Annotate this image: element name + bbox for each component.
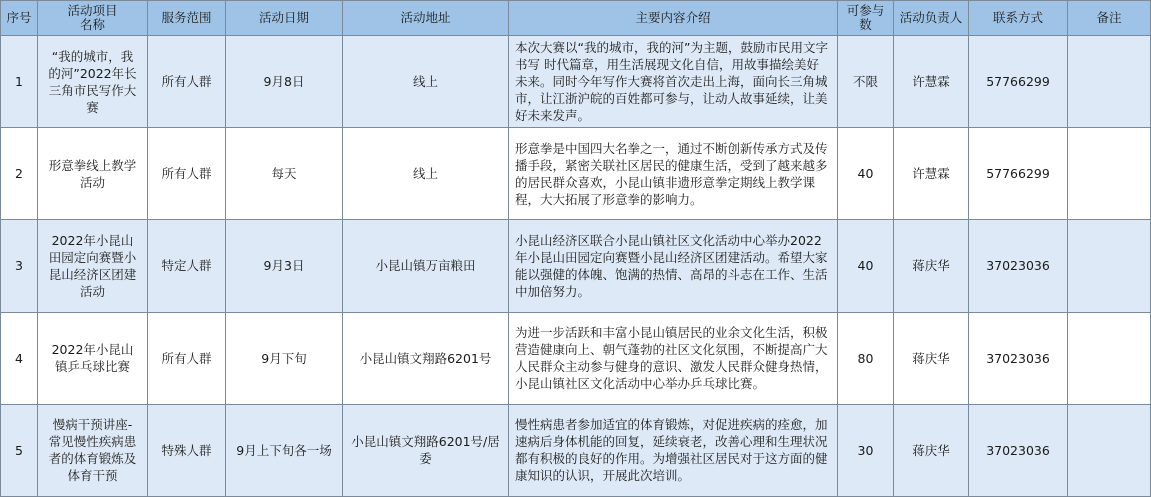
cell-scope: 所有人群: [148, 128, 226, 220]
cell-contact: 57766299: [969, 128, 1068, 220]
header-count: 可参与数: [838, 1, 894, 36]
header-content: 主要内容介绍: [509, 1, 838, 36]
table-row: [1, 220, 1151, 312]
cell-name: 形意拳线上教学活动: [38, 128, 148, 220]
cell-no: 5: [1, 404, 38, 496]
cell-date: 9月8日: [226, 36, 343, 128]
cell-address: 小昆山镇文翔路6201号: [343, 312, 509, 404]
cell-address: 小昆山镇万亩粮田: [343, 220, 509, 312]
cell-content: 小昆山经济区联合小昆山镇社区文化活动中心举办2022年小昆山田园定向赛暨小昆山经济区团建活动。希望大家能以强健的体魄、饱满的热情、高昂的斗志在工作、生活中加倍努力。: [509, 220, 838, 312]
cell-scope: 所有人群: [148, 312, 226, 404]
cell-count: 不限: [838, 36, 894, 128]
table-row: [1, 36, 1151, 128]
cell-person: 许慧霖: [894, 36, 969, 128]
cell-name: “我的城市，我的河”2022年长三角市民写作大赛: [38, 36, 148, 128]
cell-name: 2022年小昆山田园定向赛暨小昆山经济区团建活动: [38, 220, 148, 312]
cell-scope: 特定人群: [148, 220, 226, 312]
table-row: [1, 404, 1151, 496]
cell-address: 线上: [343, 128, 509, 220]
cell-count: 30: [838, 404, 894, 496]
cell-note: [1068, 220, 1151, 312]
header-no: 序号: [1, 1, 38, 36]
cell-count: 80: [838, 312, 894, 404]
cell-contact: 37023036: [969, 404, 1068, 496]
cell-name: 2022年小昆山镇乒乓球比赛: [38, 312, 148, 404]
cell-no: 4: [1, 312, 38, 404]
header-name: 活动项目 名称: [38, 1, 148, 36]
cell-contact: 37023036: [969, 220, 1068, 312]
cell-no: 2: [1, 128, 38, 220]
cell-content: 慢性病患者参加适宜的体育锻炼，对促进疾病的痊愈，加速病后身体机能的回复，延续衰老，改善心理和生理状况都有积极的良好的作用。为增强社区居民对于这方面的健康知识的认识，开展此次培训。: [509, 404, 838, 496]
header-note: 备注: [1068, 1, 1151, 36]
cell-date: 9月上下旬各一场: [226, 404, 343, 496]
cell-scope: 特殊人群: [148, 404, 226, 496]
cell-no: 1: [1, 36, 38, 128]
cell-note: [1068, 128, 1151, 220]
cell-person: 许慧霖: [894, 128, 969, 220]
header-person: 活动负责人: [894, 1, 969, 36]
cell-note: [1068, 36, 1151, 128]
cell-address: 线上: [343, 36, 509, 128]
cell-contact: 57766299: [969, 36, 1068, 128]
cell-address: 小昆山镇文翔路6201号/居委: [343, 404, 509, 496]
cell-count: 40: [838, 220, 894, 312]
cell-note: [1068, 312, 1151, 404]
cell-person: 蒋庆华: [894, 220, 969, 312]
table-row: [1, 128, 1151, 220]
header-scope: 服务范围: [148, 1, 226, 36]
header-row: [1, 1, 1151, 36]
cell-content: 本次大赛以“我的城市，我的河”为主题，鼓励市民用文字书写 时代篇章，用生活展现文化自信，用故事描绘美好未来。同时今年写作大赛将首次走出上海，面向长三角城市，让江浙沪皖的百姓都可参与，让动人故事延续，让美好未来发声。: [509, 36, 838, 128]
cell-date: 每天: [226, 128, 343, 220]
cell-no: 3: [1, 220, 38, 312]
cell-scope: 所有人群: [148, 36, 226, 128]
table-row: [1, 312, 1151, 404]
cell-date: 9月下旬: [226, 312, 343, 404]
cell-person: 蒋庆华: [894, 404, 969, 496]
cell-person: 蒋庆华: [894, 312, 969, 404]
cell-count: 40: [838, 128, 894, 220]
cell-name: 慢病干预讲座-常见慢性疾病患者的体育锻炼及体育干预: [38, 404, 148, 496]
header-contact: 联系方式: [969, 1, 1068, 36]
cell-content: 形意拳是中国四大名拳之一，通过不断创新传承方式及传播手段，紧密关联社区居民的健康生活，受到了越来越多的居民群众喜欢，小昆山镇非遗形意拳定期线上教学课程，大大拓展了形意拳的影响力。: [509, 128, 838, 220]
cell-content: 为进一步活跃和丰富小昆山镇居民的业余文化生活，积极营造健康向上、朝气蓬勃的社区文化氛围，不断提高广大人民群众主动参与健身的意识、激发人民群众健身热情，小昆山镇社区文化活动中心举办乒乓球比赛。: [509, 312, 838, 404]
cell-date: 9月3日: [226, 220, 343, 312]
cell-contact: 37023036: [969, 312, 1068, 404]
header-address: 活动地址: [343, 1, 509, 36]
cell-note: [1068, 404, 1151, 496]
header-date: 活动日期: [226, 1, 343, 36]
